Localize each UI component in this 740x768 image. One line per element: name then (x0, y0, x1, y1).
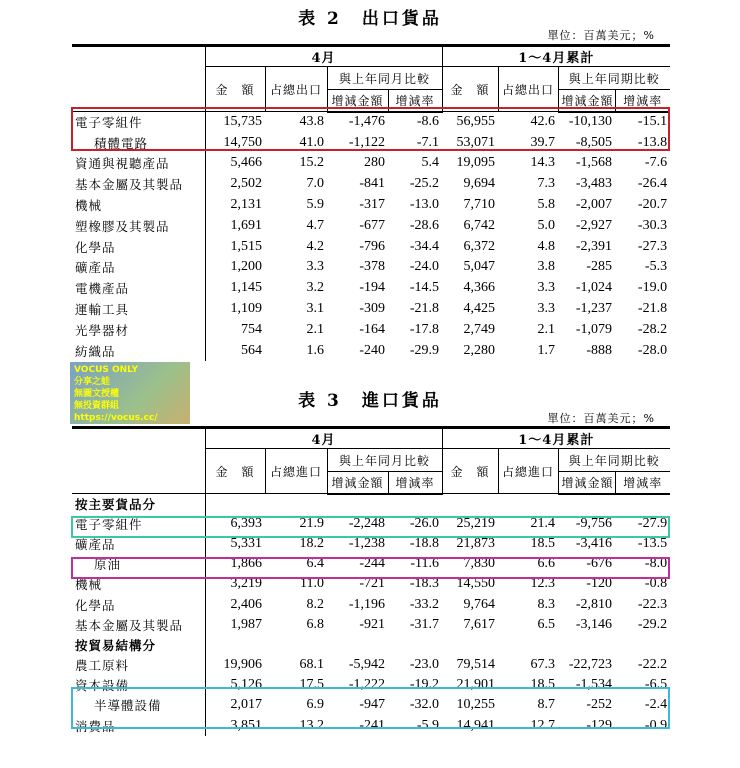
cell-value: 6.5 (537, 616, 556, 632)
table-row (72, 319, 670, 340)
highlight-box-electronics-import (71, 516, 670, 538)
cell-value: 25,219 (456, 515, 496, 531)
cell-value: 21.4 (530, 515, 556, 531)
cell-value: 67.3 (530, 657, 556, 673)
cell-value: -32.0 (409, 697, 440, 713)
cell-value: 6,393 (230, 515, 262, 531)
cell-value: -28.0 (637, 342, 668, 358)
cell-value: 15.2 (299, 155, 324, 171)
cell-value: 8.7 (537, 697, 556, 713)
cell-value: 68.1 (299, 657, 324, 673)
cell-value: -11.6 (410, 556, 440, 572)
cell-value: 9,764 (463, 596, 496, 612)
row-label: 積體電路 (72, 132, 205, 153)
cell-value: 6.9 (306, 697, 324, 713)
header-amount: 金 額 (442, 449, 498, 494)
empty-cell (498, 494, 558, 514)
cell-value: 7.0 (306, 176, 324, 192)
cell-value: 1,109 (230, 301, 262, 317)
cell-value: 13.2 (299, 717, 324, 733)
cell-value: -27.9 (637, 515, 668, 531)
cell-value: 41.0 (299, 134, 324, 150)
cell-value: 11.0 (300, 576, 324, 592)
table-row (72, 635, 670, 655)
cell-value: 5,466 (230, 155, 262, 171)
cell-value: 21,873 (456, 535, 496, 551)
cell-value: -5,942 (348, 657, 385, 673)
cell-value: -947 (359, 697, 385, 713)
cell-value: 18.5 (530, 677, 556, 693)
cell-value: -3,416 (575, 535, 613, 551)
cell-value: 3.8 (537, 259, 556, 275)
empty-cell (205, 635, 265, 655)
table-row (72, 278, 670, 299)
cell-value: -378 (359, 259, 385, 275)
cell-value: -1,122 (348, 134, 385, 150)
header-blank (72, 428, 205, 494)
cell-value: -2,391 (575, 238, 613, 254)
cell-value: 3,219 (230, 576, 262, 592)
cell-value: 4,366 (463, 280, 496, 296)
row-label: 礦產品 (72, 257, 205, 278)
cell-value: -6.5 (644, 677, 668, 693)
cell-value: 8.3 (537, 596, 556, 612)
cell-value: -676 (586, 556, 613, 572)
cell-value: 2,502 (230, 176, 262, 192)
cell-value: -22,723 (568, 657, 613, 673)
cell-value: 2,749 (463, 321, 496, 337)
cell-value: -29.9 (409, 342, 440, 358)
cell-value: 3.3 (306, 259, 324, 275)
cell-value: -3,146 (575, 616, 613, 632)
row-label: 光學器材 (72, 319, 205, 340)
row-label: 電子零組件 (72, 112, 205, 133)
header-compare: 與上年同月比較 (327, 449, 442, 472)
header-share: 占總出口 (498, 67, 558, 112)
highlight-box-capital-equipment (71, 687, 670, 729)
cell-value: 4.8 (537, 238, 556, 254)
header-diff: 增減金額 (558, 472, 615, 494)
cell-value: -2,248 (348, 515, 385, 531)
empty-cell (327, 494, 388, 514)
cell-value: 8.2 (306, 596, 324, 612)
row-label: 塑橡膠及其製品 (72, 215, 205, 236)
cell-value: 15,735 (223, 114, 262, 130)
watermark-text: 無投資群組 (74, 401, 120, 411)
cell-value: 14,550 (456, 576, 496, 592)
cell-value: 5,126 (230, 677, 262, 693)
cell-value: -9,756 (575, 515, 613, 531)
cell-value: -2,927 (575, 217, 613, 233)
table2-unit: 單位：百萬美元；% (547, 29, 655, 42)
watermark-text: https://vocus.cc/ (74, 413, 158, 423)
cell-value: -1,024 (575, 280, 613, 296)
cell-value: -721 (359, 576, 385, 592)
cell-value: -317 (359, 197, 385, 213)
cell-value: 10,255 (456, 697, 496, 713)
cell-value: 5.0 (537, 217, 556, 233)
header-share: 占總出口 (265, 67, 327, 112)
cell-value: -15.1 (637, 114, 668, 130)
header-share: 占總進口 (265, 449, 327, 494)
row-label: 機械 (72, 195, 205, 216)
table3-title: 表 3 進口貨品 (298, 391, 442, 411)
cell-value: -921 (359, 616, 385, 632)
row-label: 礦產品 (72, 534, 205, 554)
cell-value: 1.6 (306, 342, 324, 358)
cell-value: 42.6 (530, 114, 556, 130)
cell-value: -20.7 (637, 197, 668, 213)
header-rate: 增減率 (388, 472, 442, 494)
cell-value: 2,017 (230, 697, 262, 713)
table-row (72, 257, 670, 278)
cell-value: 14.3 (530, 155, 556, 171)
header-rate: 增減率 (615, 90, 670, 112)
cell-value: -888 (586, 342, 613, 358)
empty-cell (442, 635, 498, 655)
cell-value: 2,131 (230, 197, 262, 213)
empty-cell (388, 635, 442, 655)
cell-value: -2.4 (644, 697, 668, 713)
cell-value: -1,476 (348, 114, 385, 130)
cell-value: 18.2 (299, 535, 324, 551)
cell-value: -7.6 (644, 155, 668, 171)
watermark-text: 分享之蛙 (74, 377, 111, 387)
row-label: 原油 (72, 554, 205, 574)
cell-value: 12.3 (530, 576, 556, 592)
cell-value: 4,425 (463, 301, 496, 317)
cell-value: 6.6 (537, 556, 556, 572)
cell-value: 5.4 (421, 155, 440, 171)
cell-value: 2.1 (306, 321, 324, 337)
table-row (72, 174, 670, 195)
cell-value: 3.2 (306, 280, 324, 296)
cell-value: 14,941 (456, 717, 496, 733)
cell-value: -129 (586, 717, 613, 733)
cell-value: -120 (586, 576, 613, 592)
header-amount: 金 額 (205, 449, 265, 494)
row-label: 半導體設備 (72, 695, 205, 715)
cell-value: -30.3 (637, 217, 668, 233)
row-label: 電子零組件 (72, 514, 205, 534)
table3-unit: 單位：百萬美元；% (547, 412, 655, 425)
cell-value: 19,095 (456, 155, 496, 171)
cell-value: 2.1 (537, 321, 556, 337)
cell-value: 21,901 (456, 677, 496, 693)
cell-value: -1,534 (575, 677, 613, 693)
cell-value: 4.7 (306, 217, 324, 233)
table-row (72, 655, 670, 675)
cell-value: 43.8 (299, 114, 324, 130)
cell-value: -21.8 (409, 301, 440, 317)
cell-value: -0.9 (644, 717, 668, 733)
header-diff: 增減金額 (558, 90, 615, 112)
table2-title: 表 2 出口貨品 (298, 9, 442, 29)
cell-value: 5.8 (537, 197, 556, 213)
row-label: 化學品 (72, 594, 205, 614)
row-label: 紡織品 (72, 340, 205, 361)
cell-value: 6.4 (306, 556, 324, 572)
cell-value: 53,071 (456, 134, 496, 150)
cell-value: 5,331 (230, 535, 262, 551)
cell-value: 14,750 (223, 134, 262, 150)
header-month: 4月 (205, 46, 442, 67)
cell-value: -7.1 (416, 134, 440, 150)
empty-cell (265, 635, 327, 655)
cell-value: -8.0 (644, 556, 668, 572)
empty-cell (615, 494, 670, 514)
cell-value: -1,238 (348, 535, 385, 551)
cell-value: -22.2 (637, 657, 668, 673)
cell-value: 754 (241, 321, 262, 337)
cell-value: -29.2 (637, 616, 668, 632)
row-label: 資本設備 (72, 675, 205, 695)
cell-value: 17.5 (299, 677, 324, 693)
table-row (72, 594, 670, 614)
cell-value: -841 (359, 176, 385, 192)
cell-value: 2,406 (230, 596, 262, 612)
cell-value: 1,987 (230, 616, 262, 632)
cell-value: -1,568 (575, 155, 613, 171)
table-row (72, 153, 670, 174)
cell-value: -25.2 (409, 176, 440, 192)
row-label: 基本金屬及其製品 (72, 174, 205, 195)
cell-value: 1.7 (537, 342, 556, 358)
cell-value: -19.0 (637, 280, 668, 296)
row-label: 按主要貨品分 (72, 494, 205, 514)
cell-value: 7,830 (463, 556, 496, 572)
cell-value: 39.7 (530, 134, 556, 150)
cell-value: 3,851 (230, 717, 262, 733)
row-label: 電機產品 (72, 278, 205, 299)
cell-value: 3.3 (537, 301, 556, 317)
row-label: 運輸工具 (72, 299, 205, 320)
empty-cell (442, 494, 498, 514)
cell-value: -22.3 (637, 596, 668, 612)
cell-value: -13.8 (637, 134, 668, 150)
cell-value: 6.8 (306, 616, 324, 632)
cell-value: -19.2 (409, 677, 440, 693)
empty-cell (558, 635, 615, 655)
cell-value: -28.6 (409, 217, 440, 233)
cell-value: 2,280 (463, 342, 496, 358)
cell-value: 3.1 (306, 301, 324, 317)
header-rate: 增減率 (388, 90, 442, 112)
highlight-box-electronics-export (71, 107, 670, 151)
table-row (72, 236, 670, 257)
cell-value: -26.0 (409, 515, 440, 531)
row-label: 消費品 (72, 716, 205, 736)
cell-value: 5.9 (306, 197, 324, 213)
cell-value: 1,515 (230, 238, 262, 254)
cell-value: 3.3 (537, 280, 556, 296)
cell-value: -677 (359, 217, 385, 233)
cell-value: -5.9 (416, 717, 440, 733)
header-amount: 金 額 (442, 67, 498, 112)
cell-value: 79,514 (456, 657, 496, 673)
cell-value: 56,955 (456, 114, 496, 130)
cell-value: -26.4 (637, 176, 668, 192)
cell-value: -194 (359, 280, 385, 296)
cell-value: -1,222 (348, 677, 385, 693)
header-month: 4月 (205, 428, 442, 449)
cell-value: 1,866 (230, 556, 262, 572)
cell-value: 4.2 (306, 238, 324, 254)
cell-value: -18.8 (409, 535, 440, 551)
cell-value: -14.5 (409, 280, 440, 296)
header-amount: 金 額 (205, 67, 265, 112)
cell-value: -23.0 (409, 657, 440, 673)
empty-cell (498, 635, 558, 655)
cell-value: -21.8 (637, 301, 668, 317)
cell-value: -17.8 (409, 321, 440, 337)
header-compare: 與上年同期比較 (558, 449, 670, 472)
cell-value: -18.3 (409, 576, 440, 592)
cell-value: 19,906 (223, 657, 262, 673)
header-diff: 增減金額 (327, 472, 388, 494)
header-compare: 與上年同期比較 (558, 67, 670, 90)
cell-value: 18.5 (530, 535, 556, 551)
table-row (72, 195, 670, 216)
cell-value: -33.2 (409, 596, 440, 612)
header-cumulative: 1～4月累計 (442, 428, 670, 449)
cell-value: -34.4 (409, 238, 440, 254)
table-row (72, 340, 670, 361)
cell-value: -796 (359, 238, 385, 254)
row-label: 農工原料 (72, 655, 205, 675)
header-blank (72, 46, 205, 112)
cell-value: -8.6 (416, 114, 440, 130)
cell-value: -164 (359, 321, 385, 337)
cell-value: -13.5 (637, 535, 668, 551)
table-row (72, 615, 670, 635)
cell-value: 280 (364, 155, 385, 171)
cell-value: 7,617 (463, 616, 496, 632)
watermark-text: 無圖文授權 (74, 389, 120, 399)
header-cumulative: 1～4月累計 (442, 46, 670, 67)
empty-cell (205, 494, 265, 514)
cell-value: -252 (586, 697, 613, 713)
cell-value: -28.2 (637, 321, 668, 337)
cell-value: 6,742 (463, 217, 496, 233)
row-label: 機械 (72, 574, 205, 594)
highlight-box-crude-oil (71, 557, 670, 579)
cell-value: -0.8 (644, 576, 668, 592)
empty-cell (558, 494, 615, 514)
row-label: 資通與視聽產品 (72, 153, 205, 174)
export-table (72, 44, 670, 361)
cell-value: -244 (359, 556, 385, 572)
cell-value: 6,372 (463, 238, 496, 254)
cell-value: 1,691 (230, 217, 262, 233)
empty-cell (388, 494, 442, 514)
cell-value: 7.3 (537, 176, 556, 192)
cell-value: -309 (359, 301, 385, 317)
cell-value: -2,007 (575, 197, 613, 213)
table-row (72, 299, 670, 320)
table-row (72, 494, 670, 514)
cell-value: -1,196 (348, 596, 385, 612)
cell-value: 1,145 (230, 280, 262, 296)
watermark-text: VOCUS ONLY (74, 365, 139, 375)
cell-value: 1,200 (230, 259, 262, 275)
cell-value: -285 (586, 259, 613, 275)
header-share: 占總進口 (498, 449, 558, 494)
row-label: 基本金屬及其製品 (72, 615, 205, 635)
cell-value: -240 (359, 342, 385, 358)
header-compare: 與上年同月比較 (327, 67, 442, 90)
header-rate: 增減率 (615, 472, 670, 494)
cell-value: 564 (241, 342, 262, 358)
cell-value: -241 (359, 717, 385, 733)
empty-cell (327, 635, 388, 655)
cell-value: -5.3 (644, 259, 668, 275)
empty-cell (265, 494, 327, 514)
cell-value: 9,694 (463, 176, 496, 192)
cell-value: 5,047 (463, 259, 496, 275)
row-label: 化學品 (72, 236, 205, 257)
cell-value: -8,505 (575, 134, 613, 150)
header-diff: 增減金額 (327, 90, 388, 112)
cell-value: -10,130 (568, 114, 613, 130)
cell-value: -3,483 (575, 176, 613, 192)
cell-value: -1,079 (575, 321, 613, 337)
cell-value: -31.7 (409, 616, 440, 632)
cell-value: -1,237 (575, 301, 613, 317)
cell-value: -2,810 (575, 596, 613, 612)
cell-value: -27.3 (637, 238, 668, 254)
row-label: 按貿易結構分 (72, 635, 205, 655)
cell-value: 12.7 (530, 717, 556, 733)
cell-value: -24.0 (409, 259, 440, 275)
cell-value: -13.0 (409, 197, 440, 213)
table-row (72, 215, 670, 236)
empty-cell (615, 635, 670, 655)
cell-value: 7,710 (463, 197, 496, 213)
cell-value: 21.9 (299, 515, 324, 531)
